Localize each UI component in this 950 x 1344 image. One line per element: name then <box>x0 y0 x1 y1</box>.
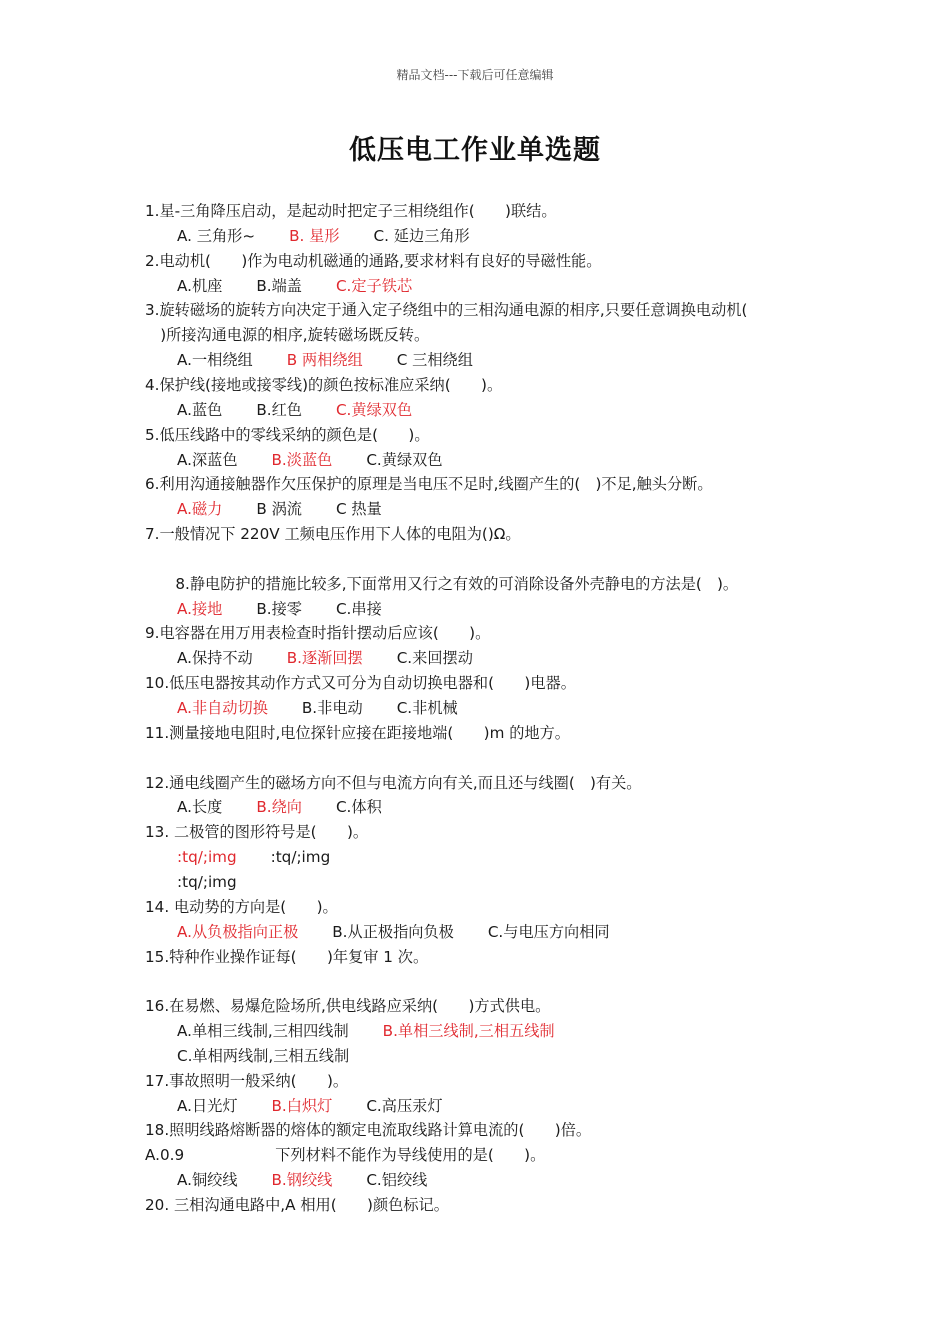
answer-options <box>177 499 850 519</box>
answer-options <box>177 350 850 370</box>
answer-option: B.端盖 <box>256 276 302 295</box>
question-text: 4.保护线(接地或接零线)的颜色按标准应采纳( )。 <box>145 375 503 394</box>
question-text: 15.特种作业操作证每( )年复审 1 次。 <box>145 947 429 966</box>
answer-option: B.接零 <box>256 599 302 618</box>
answer-option: B.红色 <box>256 400 302 419</box>
correct-answer-option: A.磁力 <box>177 500 223 519</box>
answer-options <box>177 450 850 470</box>
answer-option: C. 延边三角形 <box>373 226 470 245</box>
answer-options <box>177 922 850 942</box>
question-text: 16.在易燃、易爆危险场所,供电线路应采纳( )方式供电。 <box>145 997 551 1016</box>
question-text: 6.利用沟通接触器作欠压保护的原理是当电压不足时,线圈产生的( )不足,触头分断。 <box>145 475 713 494</box>
page-header: 精品文档---下载后可任意编辑 <box>396 68 554 82</box>
answer-option: C.单相两线制,三相五线制 <box>177 1046 350 1065</box>
answer-option: A.蓝色 <box>177 400 223 419</box>
answer-options <box>177 1096 850 1116</box>
answer-options <box>177 276 850 296</box>
answer-option: B.非电动 <box>301 699 363 717</box>
answer-option: C.高压汞灯 <box>366 1096 443 1115</box>
answer-option: A.长度 <box>177 798 223 817</box>
question-text: 14. 电动势的方向是( )。 <box>145 897 338 916</box>
question-text: 9.电容器在用万用表检查时指针摆动后应该( )。 <box>145 624 491 643</box>
answer-options <box>177 1021 850 1041</box>
question-text: 10.低压电器按其动作方式又可分为自动切换电器和( )电器。 <box>145 674 576 693</box>
question-text: A.0.9 下列材料不能作为导线使用的是( )。 <box>145 1146 546 1165</box>
answer-options <box>177 797 850 817</box>
answer-option: C.来回摆动 <box>396 649 473 668</box>
question-text: 1.星-三角降压启动，是起动时把定子三相绕组作( )联结。 <box>145 202 557 220</box>
answer-option: A.机座 <box>177 276 223 295</box>
correct-answer-option: A.接地 <box>177 599 223 618</box>
question-text: )所接沟通电源的相序,旋转磁场既反转。 <box>145 326 430 345</box>
answer-options <box>177 872 850 892</box>
question-text: 12.通电线圈产生的磁场方向不但与电流方向有关,而且还与线圈( )有关。 <box>145 773 642 792</box>
question-text: 3.旋转磁场的旋转方向决定于通入定子绕组中的三相沟通电源的相序,只要任意调换电动机( <box>145 301 748 320</box>
answer-option: A.一相绕组 <box>177 351 253 370</box>
question-text: 17.事故照明一般采纳( )。 <box>145 1071 349 1090</box>
correct-answer-option: A.非自动切换 <box>177 699 268 717</box>
question-text: 8.静电防护的措施比较多,下面常用又行之有效的可消除设备外壳静电的方法是( )。 <box>145 574 739 593</box>
answer-option: C.非机械 <box>396 699 458 717</box>
answer-option: A. 三角形~ <box>177 226 256 245</box>
answer-option: B 涡流 <box>256 500 302 519</box>
answer-option: C.体积 <box>335 798 382 817</box>
answer-option: A.深蓝色 <box>177 450 238 469</box>
question-text: 20. 三相沟通电路中,A 相用( )颜色标记。 <box>145 1196 449 1214</box>
question-text: 13. 二极管的图形符号是( )。 <box>145 823 369 842</box>
correct-answer-option: B.钢绞线 <box>271 1171 333 1190</box>
answer-options <box>177 1046 850 1066</box>
answer-option: C 热量 <box>335 500 382 519</box>
correct-answer-option: B.逐渐回摆 <box>286 649 363 668</box>
answer-option: C 三相绕组 <box>396 351 473 370</box>
answer-options <box>177 1170 850 1190</box>
answer-option: A.单相三线制,三相四线制 <box>177 1022 349 1041</box>
question-text: 7.一般情况下 220V 工频电压作用下人体的电阻为()Ω。 <box>145 525 521 544</box>
question-text: 18.照明线路熔断器的熔体的额定电流取线路计算电流的( )倍。 <box>145 1121 592 1140</box>
answer-option: C.串接 <box>335 599 382 618</box>
answer-options <box>177 698 850 718</box>
answer-option: C.铝绞线 <box>366 1171 428 1190</box>
answer-option: B.从正极指向负极 <box>332 922 454 941</box>
correct-answer-option: B.单相三线制,三相五线制 <box>382 1022 555 1041</box>
correct-answer-option: :tq/;img <box>177 848 237 867</box>
correct-answer-option: B.淡蓝色 <box>271 450 333 469</box>
answer-options <box>177 400 850 420</box>
correct-answer-option: B.白炽灯 <box>271 1096 333 1115</box>
correct-answer-option: C.黄绿双色 <box>335 400 413 419</box>
correct-answer-option: B. 星形 <box>289 226 340 245</box>
answer-option: :tq/;img <box>177 872 237 891</box>
correct-answer-option: A.从负极指向正极 <box>177 922 299 941</box>
answer-options <box>177 847 850 867</box>
answer-option: A.日光灯 <box>177 1096 238 1115</box>
answer-options <box>177 226 850 246</box>
question-text: 11.测量接地电阻时,电位探针应接在距接地端( )m 的地方。 <box>145 723 570 742</box>
answer-option: :tq/;img <box>270 848 331 867</box>
correct-answer-option: B 两相绕组 <box>286 351 363 370</box>
answer-options <box>177 599 850 619</box>
question-text: 5.低压线路中的零线采纳的颜色是( )。 <box>145 425 430 444</box>
question-text: 2.电动机( )作为电动机磁通的通路,要求材料有良好的导磁性能。 <box>145 251 602 270</box>
answer-option: A.铜绞线 <box>177 1171 238 1190</box>
answer-option: C.与电压方向相同 <box>487 922 610 941</box>
answer-option: A.保持不动 <box>177 649 253 668</box>
answer-option: C.黄绿双色 <box>366 450 443 469</box>
document-title: 低压电工作业单选题 <box>349 135 601 166</box>
answer-options <box>177 648 850 668</box>
correct-answer-option: C.定子铁芯 <box>335 276 413 295</box>
correct-answer-option: B.绕向 <box>256 798 302 817</box>
